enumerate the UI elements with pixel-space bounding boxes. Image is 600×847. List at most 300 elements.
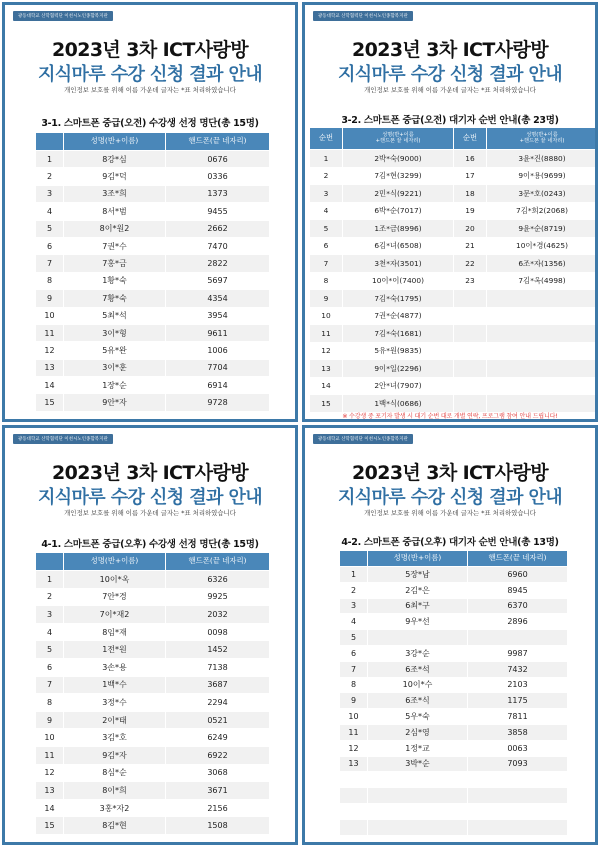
cell-no: 7 [340, 661, 368, 677]
header-line-2: +핸드폰 끝 네자리) [519, 137, 565, 144]
table-body [310, 150, 598, 413]
cell-name: 9우*선 [368, 614, 468, 630]
cell-phone: 1508 [166, 817, 270, 835]
table-row [36, 203, 270, 220]
cell-phone: 7093 [468, 756, 568, 772]
cell-name: 3이*형 [64, 324, 166, 341]
cell-phone: 3954 [166, 307, 270, 324]
cell-name [368, 819, 468, 835]
cell-phone: 6370 [468, 598, 568, 614]
cell-order: 21 [454, 237, 487, 255]
header-line-1: 성명(반+이름 [526, 131, 558, 138]
cell-no: 1 [36, 571, 64, 589]
cell-no: 11 [36, 746, 64, 764]
cell-name: 3박*순 [368, 756, 468, 772]
cell-name: 3김*호 [64, 729, 166, 747]
cell-phone: 5697 [166, 272, 270, 289]
cell-no: 1 [36, 151, 64, 168]
cell-name: 9김*덕 [64, 168, 166, 185]
cell-phone: 7432 [468, 661, 568, 677]
waitlist-table [339, 550, 568, 836]
cell-phone: 6249 [166, 729, 270, 747]
table-row [36, 623, 270, 641]
table-row [310, 185, 598, 203]
cell-name: 5장*남 [368, 567, 468, 583]
cell-no: 2 [340, 582, 368, 598]
cell-phone [468, 803, 568, 819]
cell-no: 12 [36, 764, 64, 782]
cell-phone: 2156 [166, 799, 270, 817]
title-line-2: 지식마루 수강 신청 결과 안내 [37, 487, 263, 508]
table-row [310, 377, 598, 395]
table-row [340, 598, 568, 614]
cell-name: 5유*완 [64, 342, 166, 359]
cell-name: 1황*숙 [64, 272, 166, 289]
cell-no: 7 [36, 676, 64, 694]
cell-name: 8서*범 [64, 203, 166, 220]
table-row [340, 645, 568, 661]
col-header-name: 성명(반+이름) [368, 551, 468, 567]
cell-phone [468, 788, 568, 804]
title-line-2: 지식마루 수강 신청 결과 안내 [37, 64, 263, 85]
cell-order: 2 [310, 167, 343, 185]
cell-no: 7 [36, 255, 64, 272]
cell-order: 12 [310, 342, 343, 360]
cell-name-phone: 9이*용(9699) [487, 167, 598, 185]
cell-order [454, 360, 487, 378]
table-body [36, 571, 270, 835]
cell-name: 1백*수 [64, 676, 166, 694]
table-row [310, 342, 598, 360]
cell-order [454, 290, 487, 308]
cell-order: 19 [454, 202, 487, 220]
table-row [310, 325, 598, 343]
cell-name-phone: 10이*이(7400) [343, 272, 454, 290]
cell-name: 3정*수 [64, 694, 166, 712]
cell-name-phone: 1조*금(8996) [343, 220, 454, 238]
cell-phone: 2822 [166, 255, 270, 272]
table-row [36, 255, 270, 272]
cell-phone [468, 630, 568, 646]
table-row [36, 729, 270, 747]
table-row [340, 803, 568, 819]
col-header-no [340, 551, 368, 567]
cell-phone: 2032 [166, 606, 270, 624]
table-row [310, 150, 598, 168]
cell-name: 8심*순 [64, 764, 166, 782]
table-row [36, 359, 270, 376]
col-header-name-phone [343, 128, 454, 150]
cell-name-phone: 6박*순(7017) [343, 202, 454, 220]
header-line-2: +핸드폰 끝 네자리) [375, 137, 421, 144]
cell-no: 15 [36, 817, 64, 835]
cell-phone [468, 819, 568, 835]
cell-name: 5최*석 [64, 307, 166, 324]
cell-name-phone: 2박*숙(9000) [343, 150, 454, 168]
table-row [36, 342, 270, 359]
table-row [36, 676, 270, 694]
table-row [340, 567, 568, 583]
cell-order: 16 [454, 150, 487, 168]
table-row [36, 571, 270, 589]
cell-name: 6최*구 [368, 598, 468, 614]
cell-name-phone: 7권*순(4877) [343, 307, 454, 325]
table-row [340, 582, 568, 598]
cell-name [368, 788, 468, 804]
table-body [340, 567, 568, 836]
cell-name-phone [487, 325, 598, 343]
cell-name: 8김*현 [64, 817, 166, 835]
cell-no: 9 [36, 290, 64, 307]
cell-no: 6 [36, 658, 64, 676]
table-row [36, 394, 270, 411]
cell-no: 13 [36, 359, 64, 376]
cell-no [340, 788, 368, 804]
cell-name: 10이*수 [368, 677, 468, 693]
selected-table [35, 552, 270, 835]
cell-name [368, 772, 468, 788]
col-header-no [36, 553, 64, 571]
cell-no: 6 [340, 645, 368, 661]
cell-phone: 0336 [166, 168, 270, 185]
title-line-1: 2023년 3차 ICT사랑방 [51, 462, 249, 484]
cell-name-phone: 3윤*진(8880) [487, 150, 598, 168]
table-row [340, 614, 568, 630]
cell-order: 4 [310, 202, 343, 220]
cell-phone: 7704 [166, 359, 270, 376]
cell-name-phone: 1백*식(0686) [343, 395, 454, 413]
table-row [340, 661, 568, 677]
cell-no: 5 [340, 630, 368, 646]
cell-phone: 9611 [166, 324, 270, 341]
cell-order: 22 [454, 255, 487, 273]
panel-afternoon-selected [2, 425, 298, 845]
table-row [36, 237, 270, 254]
table-row [36, 782, 270, 800]
cell-name: 6조*석 [368, 661, 468, 677]
privacy-note: 개인정보 보호를 위해 이름 가운데 글자는 *표 처리하였습니다 [64, 509, 236, 517]
cell-name-phone [487, 342, 598, 360]
cell-name: 7이*재2 [64, 606, 166, 624]
table-row [36, 641, 270, 659]
cell-order: 18 [454, 185, 487, 203]
table-row [36, 307, 270, 324]
cell-phone: 1175 [468, 693, 568, 709]
cell-phone: 4354 [166, 290, 270, 307]
cell-name: 2심*영 [368, 724, 468, 740]
cell-name-phone: 2안*녀(7907) [343, 377, 454, 395]
cell-name: 7권*수 [64, 237, 166, 254]
cell-name-phone: 2민*식(9221) [343, 185, 454, 203]
cell-phone: 6960 [468, 567, 568, 583]
cell-name-phone: 9이*일(2296) [343, 360, 454, 378]
cell-name: 7안*경 [64, 588, 166, 606]
cell-phone: 6922 [166, 746, 270, 764]
cell-order: 5 [310, 220, 343, 238]
cell-name: 3홍*자2 [64, 799, 166, 817]
cell-name: 3강*순 [368, 645, 468, 661]
col-header-no [36, 133, 64, 151]
cell-phone: 0098 [166, 623, 270, 641]
cell-phone: 7811 [468, 709, 568, 725]
table-row [310, 290, 598, 308]
cell-phone: 2896 [468, 614, 568, 630]
cell-phone: 9987 [468, 645, 568, 661]
table-row [310, 272, 598, 290]
cell-name: 2이*태 [64, 711, 166, 729]
cell-name-phone [487, 395, 598, 413]
cell-phone: 9455 [166, 203, 270, 220]
table-row [36, 324, 270, 341]
cell-order [454, 377, 487, 395]
table-row [36, 746, 270, 764]
cell-name: 1정*교 [368, 740, 468, 756]
cell-no: 2 [36, 168, 64, 185]
cell-no [340, 819, 368, 835]
cell-no: 11 [340, 724, 368, 740]
cell-name: 6조*식 [368, 693, 468, 709]
cell-phone: 3671 [166, 782, 270, 800]
table-row [36, 168, 270, 185]
section-title: 3-2. 스마트폰 중급(오전) 대기자 순번 안내(총 23명) [341, 115, 559, 126]
table-row [36, 185, 270, 202]
panel-morning-waitlist [302, 2, 598, 422]
cell-no: 14 [36, 799, 64, 817]
col-header-phone: 핸드폰(끝 네자리) [166, 133, 270, 151]
cell-phone: 2662 [166, 220, 270, 237]
table-row [340, 788, 568, 804]
table-row [36, 377, 270, 394]
cell-no: 13 [340, 756, 368, 772]
cell-name: 8이*희 [64, 782, 166, 800]
cell-name: 3이*훈 [64, 359, 166, 376]
cell-phone: 3687 [166, 676, 270, 694]
col-header-name: 성명(반+이름) [64, 553, 166, 571]
table-row [36, 658, 270, 676]
cell-no [340, 803, 368, 819]
cell-phone: 9925 [166, 588, 270, 606]
section-title: 4-2. 스마트폰 중급(오후) 대기자 순번 안내(총 13명) [341, 537, 559, 548]
cell-no: 3 [36, 185, 64, 202]
privacy-note: 개인정보 보호를 위해 이름 가운데 글자는 *표 처리하였습니다 [64, 86, 236, 94]
table-row [310, 202, 598, 220]
cell-no: 4 [340, 614, 368, 630]
cell-name-phone: 5유*원(9835) [343, 342, 454, 360]
cell-phone: 7470 [166, 237, 270, 254]
table-row [36, 220, 270, 237]
cell-order: 9 [310, 290, 343, 308]
cell-no: 10 [36, 307, 64, 324]
table-body [36, 151, 270, 412]
col-header-order: 순번 [310, 128, 343, 150]
cell-phone: 7138 [166, 658, 270, 676]
cell-no: 5 [36, 641, 64, 659]
col-header-order-2: 순번 [454, 128, 487, 150]
cell-name-phone: 7김*옥(4998) [487, 272, 598, 290]
cell-no: 6 [36, 237, 64, 254]
section-title: 4-1. 스마트폰 중급(오후) 수강생 선정 명단(총 15명) [41, 539, 259, 550]
cell-name: 8강*심 [64, 151, 166, 168]
cell-no: 9 [340, 693, 368, 709]
cell-phone [468, 772, 568, 788]
cell-phone: 8945 [468, 582, 568, 598]
org-badge: 광동대학교 산학협력단 이천시노인종합복지관 [13, 11, 113, 21]
cell-name: 10이*옥 [64, 571, 166, 589]
cell-name: 7홍*금 [64, 255, 166, 272]
table-row [310, 220, 598, 238]
cell-no: 3 [340, 598, 368, 614]
cell-phone: 9728 [166, 394, 270, 411]
cell-name-phone [487, 360, 598, 378]
cell-order [454, 342, 487, 360]
cell-no: 4 [36, 623, 64, 641]
section-title: 3-1. 스마트폰 중급(오전) 수강생 선정 명단(총 15명) [41, 118, 259, 129]
cell-phone: 2294 [166, 694, 270, 712]
cell-name: 1전*원 [64, 641, 166, 659]
table-row [36, 290, 270, 307]
cell-name-phone: 7김*숙(1795) [343, 290, 454, 308]
cell-no: 3 [36, 606, 64, 624]
cell-no: 1 [340, 567, 368, 583]
waitlist-table [309, 127, 598, 413]
cell-order [454, 395, 487, 413]
table-row [36, 764, 270, 782]
cell-no: 14 [36, 377, 64, 394]
cell-no: 13 [36, 782, 64, 800]
table-row [340, 740, 568, 756]
cell-name: 5우*숙 [368, 709, 468, 725]
table-row [340, 819, 568, 835]
cell-order [454, 325, 487, 343]
col-header-name: 성명(반+이름) [64, 133, 166, 151]
table-row [36, 694, 270, 712]
cell-no: 9 [36, 711, 64, 729]
cell-name-phone: 7김*현(3299) [343, 167, 454, 185]
cell-order [454, 307, 487, 325]
table-row [310, 360, 598, 378]
cell-no: 8 [36, 272, 64, 289]
title-line-1: 2023년 3차 ICT사랑방 [51, 39, 249, 61]
cell-order: 17 [454, 167, 487, 185]
cell-phone: 0521 [166, 711, 270, 729]
cell-name-phone [487, 290, 598, 308]
cell-phone: 3858 [468, 724, 568, 740]
header-line-1: 성명(반+이름 [382, 131, 414, 138]
cell-phone: 0063 [468, 740, 568, 756]
cell-no: 4 [36, 203, 64, 220]
table-row [36, 817, 270, 835]
title-line-1: 2023년 3차 ICT사랑방 [351, 39, 549, 61]
cell-no: 8 [340, 677, 368, 693]
col-header-name-phone-2 [487, 128, 598, 150]
cell-no: 2 [36, 588, 64, 606]
table-row [36, 588, 270, 606]
cell-no: 8 [36, 694, 64, 712]
cell-name: 8임*재 [64, 623, 166, 641]
cell-name: 3조*희 [64, 185, 166, 202]
cell-order: 23 [454, 272, 487, 290]
table-row [310, 255, 598, 273]
cell-name-phone: 3천*자(3501) [343, 255, 454, 273]
cell-order: 20 [454, 220, 487, 238]
table-row [340, 677, 568, 693]
cell-name-phone [487, 377, 598, 395]
privacy-note: 개인정보 보호를 위해 이름 가운데 글자는 *표 처리하였습니다 [364, 509, 536, 517]
table-row [36, 272, 270, 289]
cell-order: 6 [310, 237, 343, 255]
cell-phone: 1373 [166, 185, 270, 202]
table-row [340, 709, 568, 725]
cell-name [368, 803, 468, 819]
selected-table [35, 132, 270, 412]
title-line-2: 지식마루 수강 신청 결과 안내 [337, 487, 563, 508]
table-row [36, 799, 270, 817]
table-row [340, 693, 568, 709]
table-row [310, 395, 598, 413]
table-row [310, 307, 598, 325]
cell-name: 7황*숙 [64, 290, 166, 307]
col-header-phone: 핸드폰(끝 네자리) [468, 551, 568, 567]
cell-name-phone: 7김*희2(2068) [487, 202, 598, 220]
cell-name: 2김*은 [368, 582, 468, 598]
table-row [36, 151, 270, 168]
cell-name [368, 630, 468, 646]
table-row [340, 724, 568, 740]
cell-phone: 6914 [166, 377, 270, 394]
cell-name: 1장*순 [64, 377, 166, 394]
cell-order: 14 [310, 377, 343, 395]
cell-name-phone: 10이*경(4625) [487, 237, 598, 255]
cell-order: 8 [310, 272, 343, 290]
col-header-phone: 핸드폰(끝 네자리) [166, 553, 270, 571]
cell-order: 11 [310, 325, 343, 343]
table-row [340, 756, 568, 772]
cell-no: 10 [340, 709, 368, 725]
cell-no: 10 [36, 729, 64, 747]
waitlist-warning: ※ 수강생 중 포기자 발생 시 대기 순번 대로 개별 연락, 프로그램 참여 안내 드립니다! [342, 413, 558, 420]
cell-name-phone: 7김*숙(1681) [343, 325, 454, 343]
table-row [310, 237, 598, 255]
cell-name-phone: 6김*녀(6508) [343, 237, 454, 255]
title-line-2: 지식마루 수강 신청 결과 안내 [337, 64, 563, 85]
cell-order: 1 [310, 150, 343, 168]
org-badge: 광동대학교 산학협력단 이천시노인종합복지관 [313, 434, 413, 444]
cell-no: 5 [36, 220, 64, 237]
cell-no: 11 [36, 324, 64, 341]
cell-name-phone: 6조*자(1356) [487, 255, 598, 273]
cell-order: 15 [310, 395, 343, 413]
cell-no: 15 [36, 394, 64, 411]
cell-order: 7 [310, 255, 343, 273]
cell-name: 9김*자 [64, 746, 166, 764]
table-row [340, 772, 568, 788]
cell-name: 3손*용 [64, 658, 166, 676]
table-row [36, 606, 270, 624]
org-badge: 광동대학교 산학협력단 이천시노인종합복지관 [13, 434, 113, 444]
panel-afternoon-waitlist [302, 425, 598, 845]
table-row [310, 167, 598, 185]
cell-name-phone [487, 307, 598, 325]
cell-no: 12 [36, 342, 64, 359]
cell-name-phone: 3문*호(0243) [487, 185, 598, 203]
table-row [340, 630, 568, 646]
cell-phone: 1452 [166, 641, 270, 659]
table-row [36, 711, 270, 729]
cell-no: 12 [340, 740, 368, 756]
cell-no [340, 772, 368, 788]
cell-order: 13 [310, 360, 343, 378]
panel-morning-selected [2, 2, 298, 422]
